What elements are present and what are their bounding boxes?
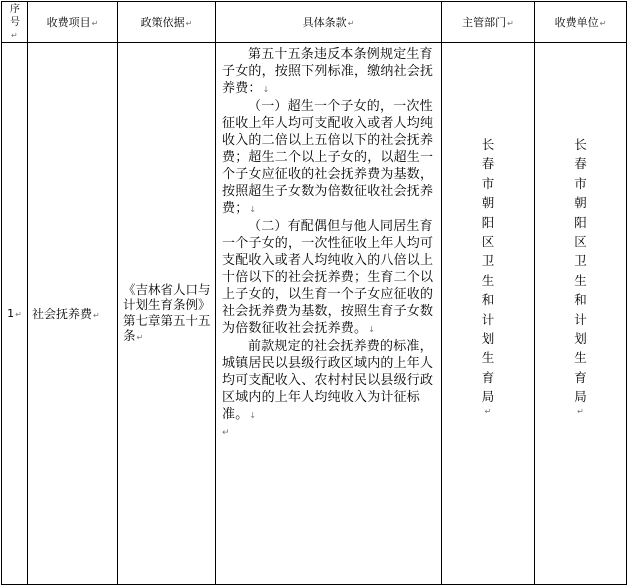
clause-paragraph: （二）有配偶但与他人同居生育一个子女的，一次性征收上年人均可支配收入或者人均纯收入的八倍以上十倍以下的社会抚养费；生育二个以上子女的，以生育一个子女应征收的社会抚养费为基数，按照生育子女数为倍数征收社会抚养费。↓ (222, 219, 434, 336)
cell-policy-basis: 《吉林省人口与计划生育条例》第七章第五十五条↵ (118, 43, 216, 585)
header-collecting-unit: 收费单位↵ (535, 2, 627, 43)
header-clauses: 具体条款↵ (216, 2, 442, 43)
header-policy-basis: 政策依据↵ (118, 2, 216, 43)
paragraph-mark: ↵ (484, 406, 492, 416)
header-department: 主管部门↵ (442, 2, 535, 43)
header-fee-item: 收费项目↵ (28, 2, 118, 43)
cell-seq: 1↵ (2, 43, 28, 585)
department-text: 长春市朝阳区卫生和计划生育局 (481, 137, 495, 405)
clause-paragraph: （一）超生一个子女的，一次性征收上年人均可支配收入或者人均纯收入的二倍以上五倍以下的社会抚养费；超生二个以上子女的，以超生一个子女应征收的社会抚养费为基数，按照超生子女数为倍数征收社会抚养费；↓ (222, 99, 434, 216)
paragraph-end-mark: ↵ (222, 428, 230, 438)
cell-fee-item: 社会抚养费↵ (28, 43, 118, 585)
table-row (2, 43, 627, 585)
header-seq: 序号↵ (2, 2, 28, 43)
cell-collecting-unit (535, 43, 627, 585)
clause-paragraph: 第五十五条违反本条例规定生育子女的，按照下列标准，缴纳社会抚养费：↓ (222, 47, 434, 96)
clause-paragraph: 前款规定的社会抚养费的标准，城镇居民以县级行政区域内的上年人均可支配收入、农村村民以县级行政区域内的上年人均纯收入为计征标准。↓ (222, 339, 434, 422)
header-row (2, 2, 627, 43)
collecting-unit-text: 长春市朝阳区卫生和计划生育局 (574, 137, 587, 405)
paragraph-mark: ↵ (577, 406, 584, 416)
cell-department (442, 43, 535, 585)
cell-clauses (216, 43, 442, 585)
fee-table (1, 1, 627, 585)
